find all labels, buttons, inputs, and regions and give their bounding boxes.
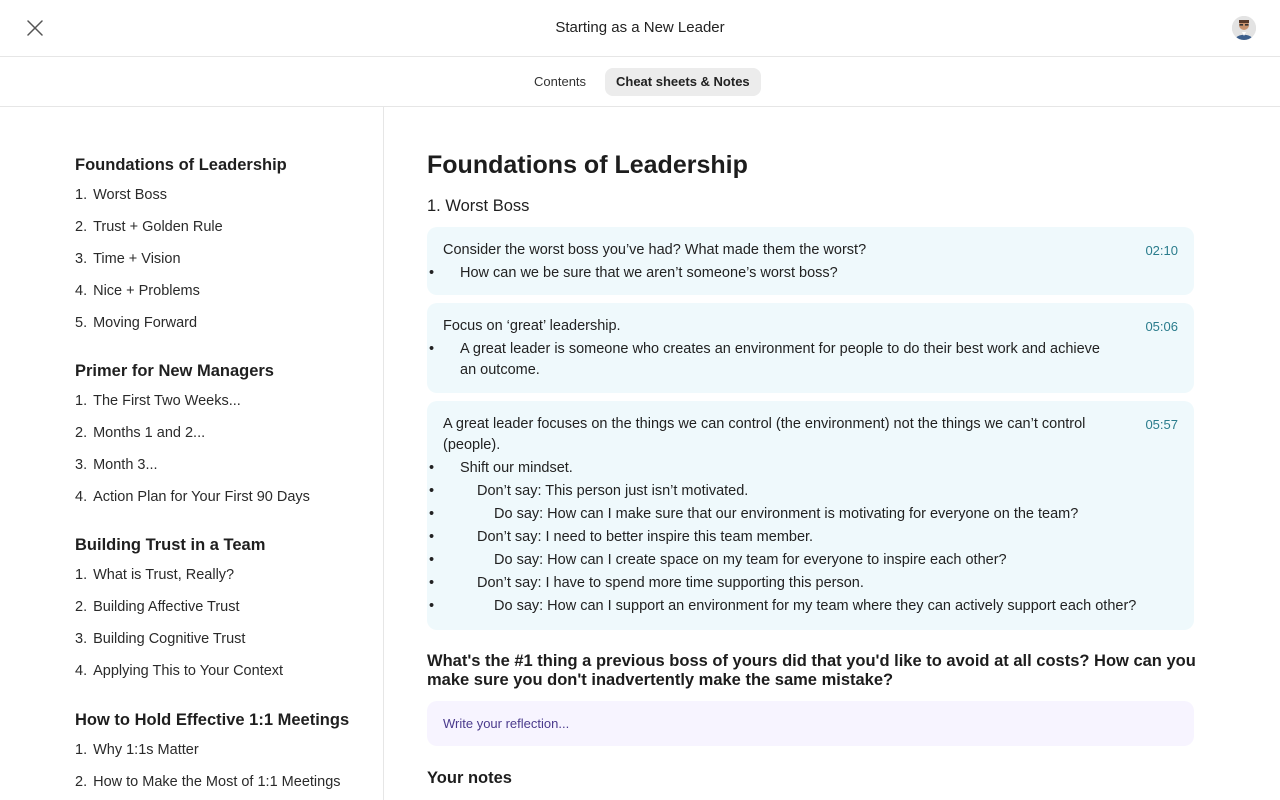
sidebar-item[interactable]: 2. How to Make the Most of 1:1 Meetings — [75, 774, 341, 790]
note-text: Focus on ‘great’ leadership. — [443, 318, 621, 334]
sidebar-item[interactable]: 2. Trust + Golden Rule — [75, 219, 223, 235]
sidebar-item[interactable]: 3. Building Cognitive Trust — [75, 631, 246, 647]
note-bullet: • Don’t say: This person just isn’t motivated. — [443, 481, 1178, 502]
timestamp-link[interactable]: 02:10 — [1145, 243, 1178, 258]
sidebar-item[interactable]: 3. Month 3... — [75, 457, 158, 473]
reflection-input[interactable] — [427, 701, 1194, 746]
user-avatar-icon — [1232, 16, 1256, 40]
sidebar — [0, 107, 384, 800]
timestamp-link[interactable]: 05:06 — [1145, 319, 1178, 334]
sidebar-item[interactable]: 4. Nice + Problems — [75, 283, 200, 299]
sidebar-section-heading[interactable]: Foundations of Leadership — [75, 156, 287, 174]
sidebar-item[interactable]: 5. Moving Forward — [75, 315, 198, 331]
note-bullet: • Do say: How can I support an environment for my team where they can actively support each other? — [443, 596, 1178, 617]
sidebar-section — [75, 151, 287, 339]
note-bullet: • Shift our mindset. — [443, 458, 1178, 479]
sidebar-item[interactable]: 3. Time + Vision — [75, 251, 181, 267]
note-card — [427, 401, 1194, 630]
sidebar-item[interactable]: 4. Action Plan for Your First 90 Days — [75, 489, 310, 505]
tab-contents[interactable]: Contents — [534, 74, 587, 89]
sidebar-item[interactable]: 2. Building Affective Trust — [75, 599, 240, 615]
sidebar-section — [75, 706, 349, 798]
reflection-question: What's the #1 thing a previous boss of yours did that you'd like to avoid at all costs? How can you make sure you don't inadvertently make the same mistake? — [427, 652, 1196, 689]
sidebar-item[interactable]: 1. Worst Boss — [75, 187, 167, 203]
sidebar-section-heading[interactable]: Primer for New Managers — [75, 362, 274, 380]
sidebar-section — [75, 531, 283, 687]
lesson-title: 1. Worst Boss — [427, 197, 530, 215]
sidebar-item[interactable]: 1. Why 1:1s Matter — [75, 742, 199, 758]
sidebar-section — [75, 357, 310, 513]
page-title: Starting as a New Leader — [555, 19, 725, 36]
sidebar-item[interactable]: 2. Months 1 and 2... — [75, 425, 206, 441]
note-bullet: • How can we be sure that we aren’t someone’s worst boss? — [443, 263, 1178, 284]
tab-cheat-sheets-notes[interactable]: Cheat sheets & Notes — [605, 68, 761, 96]
sidebar-item[interactable]: 1. The First Two Weeks... — [75, 393, 241, 409]
sidebar-item[interactable]: 1. What is Trust, Really? — [75, 567, 235, 583]
note-text: Consider the worst boss you’ve had? What made them the worst? — [443, 242, 867, 258]
note-bullet: • Don’t say: I have to spend more time supporting this person. — [443, 573, 1178, 594]
notes-label: Your notes — [427, 769, 512, 787]
sidebar-section-heading[interactable]: Building Trust in a Team — [75, 536, 266, 554]
sidebar-item[interactable]: 4. Applying This to Your Context — [75, 663, 284, 679]
note-bullet: • Do say: How can I create space on my team for everyone to inspire each other? — [443, 550, 1178, 571]
note-bullet: • A great leader is someone who creates an environment for people to do their best work and achieve an outcome. — [443, 339, 1178, 381]
tab-bar — [0, 57, 1280, 107]
avatar[interactable] — [1232, 16, 1256, 40]
top-bar — [0, 0, 1280, 57]
note-bullet: • Do say: How can I make sure that our environment is motivating for everyone on the team? — [443, 504, 1178, 525]
note-bullet: • Don’t say: I need to better inspire this team member. — [443, 527, 1178, 548]
note-text: A great leader focuses on the things we can control (the environment) not the things we can’t control (people). — [443, 416, 1086, 453]
note-card — [427, 227, 1194, 295]
note-card — [427, 303, 1194, 393]
section-title: Foundations of Leadership — [427, 151, 748, 179]
sidebar-section-heading[interactable]: How to Hold Effective 1:1 Meetings — [75, 711, 350, 729]
timestamp-link[interactable]: 05:57 — [1145, 417, 1178, 432]
main-content — [384, 107, 1280, 800]
